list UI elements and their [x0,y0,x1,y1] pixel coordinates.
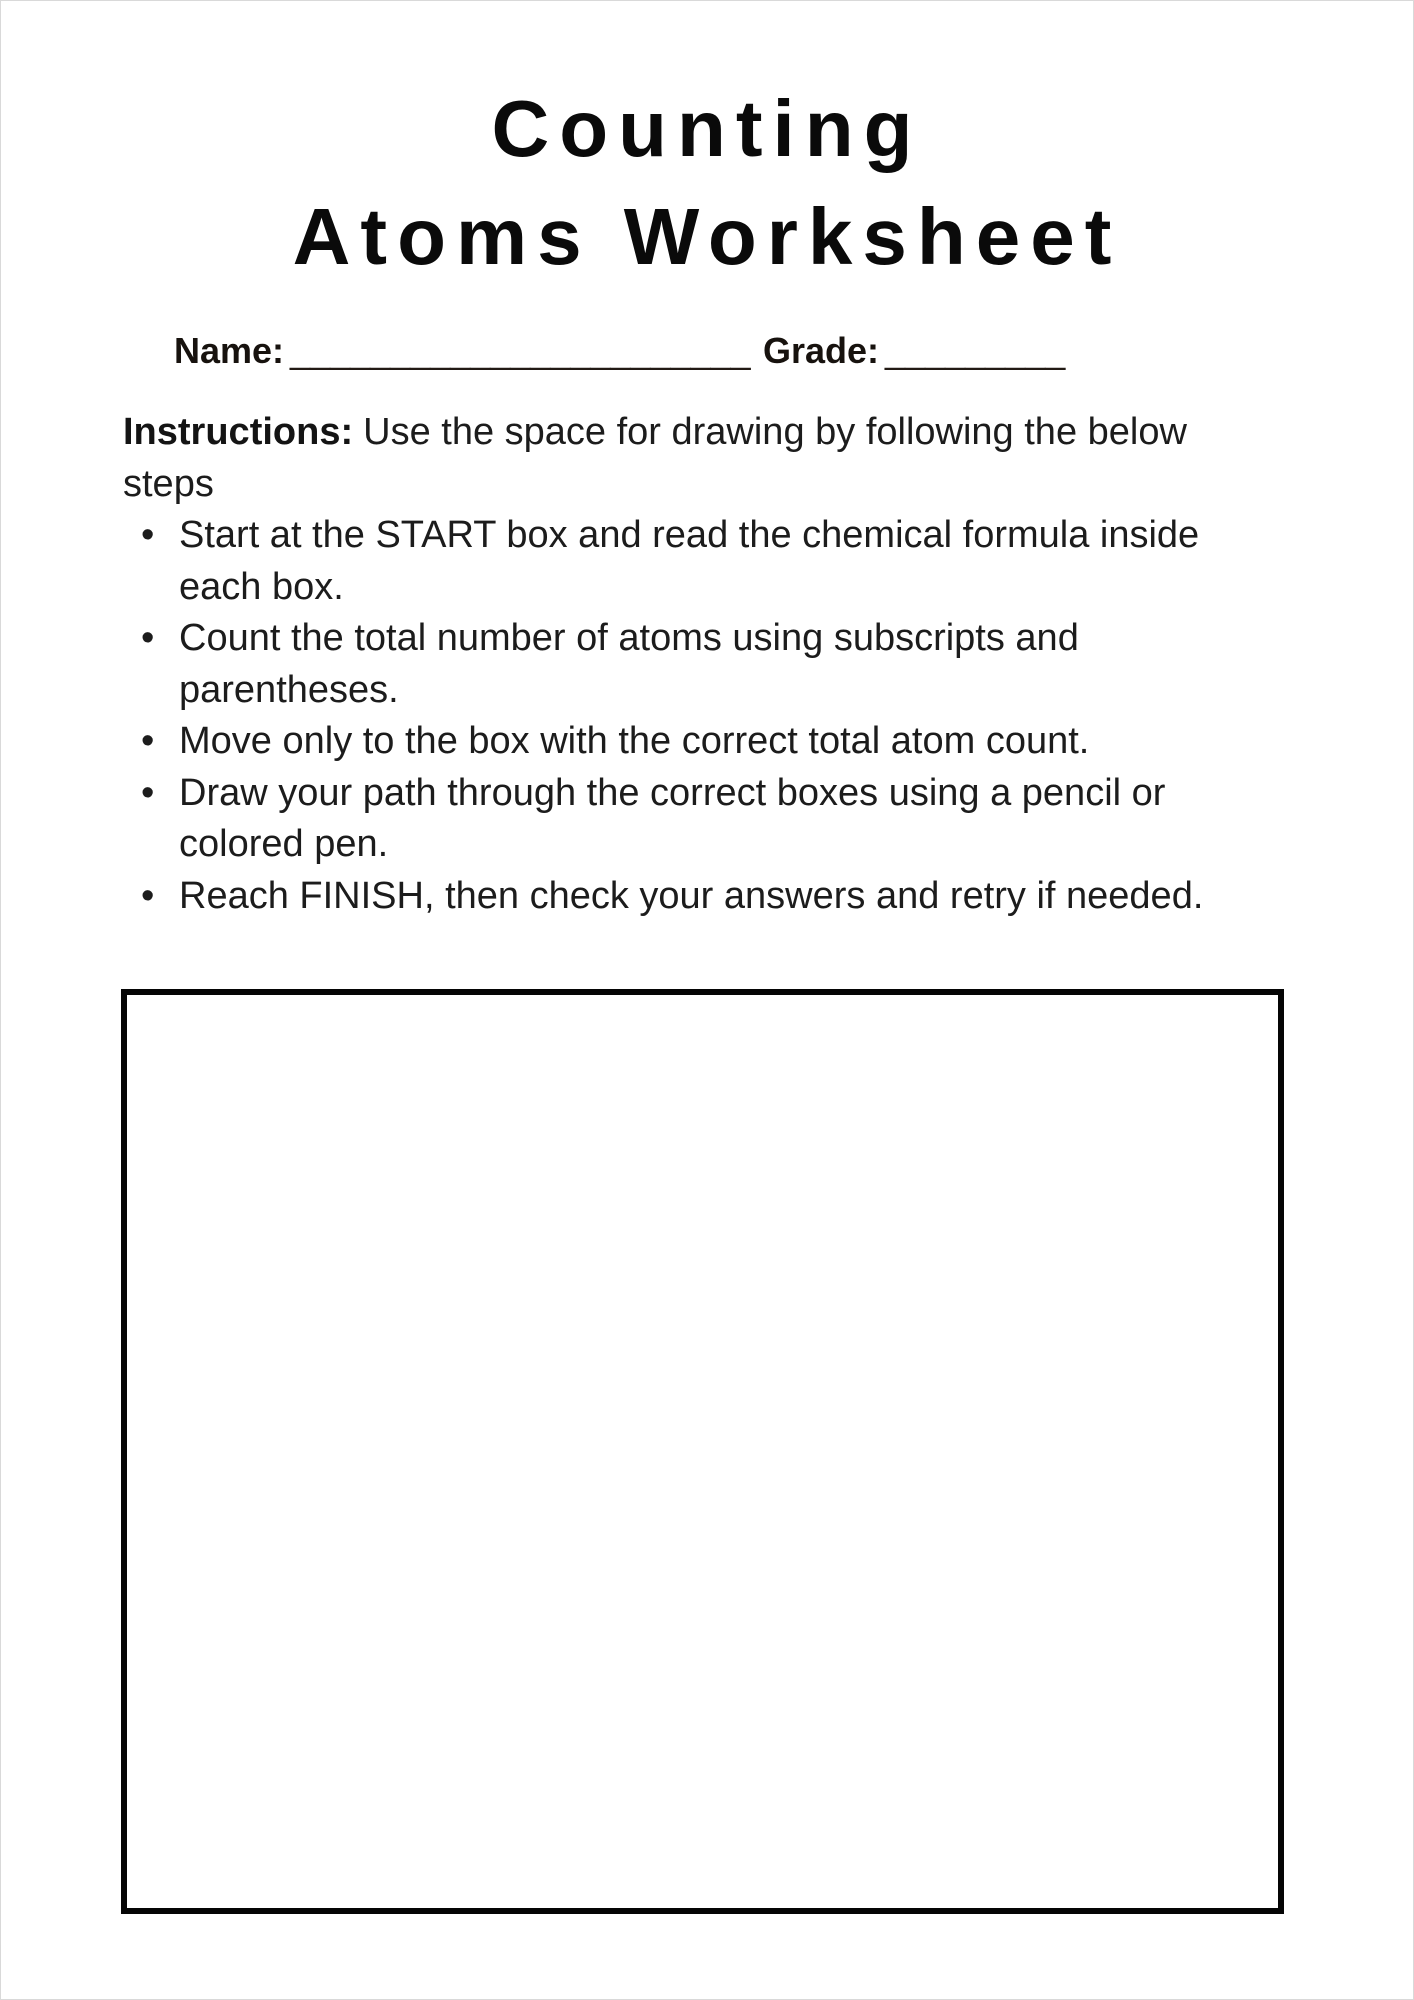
page-title [1,75,1413,291]
title-line-1: Counting [491,84,923,173]
instruction-bullet-item: • Reach FINISH, then check your answers and retry if needed. [123,871,1273,923]
grade-label: Grade: [763,330,880,371]
name-blank-line[interactable]: _______________________ [290,330,751,371]
instructions-bullet-list [123,510,1273,922]
instructions-section [123,407,1273,922]
grade-field [763,329,1065,373]
instructions-intro: Use the space for drawing by following the below steps [123,411,1187,505]
instruction-bullet-item: • Count the total number of atoms using subscripts and parentheses. [123,613,1273,716]
instructions-heading: Instructions: [123,411,354,453]
instruction-bullet-item: • Start at the START box and read the chemical formula inside each box. [123,510,1273,613]
grade-blank-line[interactable]: _________ [885,330,1066,371]
name-label: Name: [174,330,285,371]
instruction-bullet-item: • Draw your path through the correct boxes using a pencil or colored pen. [123,768,1273,871]
drawing-area-box[interactable] [121,989,1284,1914]
instruction-bullet-item: • Move only to the box with the correct total atom count. [123,716,1273,768]
instructions-paragraph [123,407,1273,510]
name-grade-row [1,329,1413,375]
title-line-2: Atoms Worksheet [292,192,1122,281]
name-field [174,329,751,373]
